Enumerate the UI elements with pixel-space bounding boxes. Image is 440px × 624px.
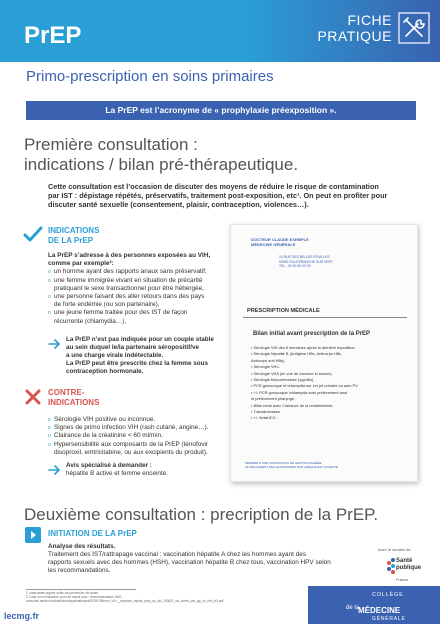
pratique-label: PRATIQUE [317, 28, 392, 44]
indications-callout [66, 336, 230, 376]
bilan-item: • Sérologie hépatite B (Antigène HBs, Anticorps HBc, [251, 351, 343, 357]
intro-line: Cette consultation est l’occasion de discuter des moyens de réduire le risque de contamination [48, 182, 379, 191]
indications-heading-line1: INDICATIONS [48, 226, 100, 235]
info-arrow-icon [48, 464, 62, 476]
indications-heading-line2: DE LA PrEP [48, 236, 94, 245]
initiation-line: les recommandations. [48, 567, 111, 574]
footnote: 2. Liste non exhaustive, pour en savoir plus : recommandation HAS : [26, 595, 123, 600]
page-title: PrEP [24, 22, 82, 49]
bilan-item: et prélèvement pharyngé. [251, 396, 296, 402]
list-item: o une jeune femme traitée pour des IST de façon [48, 309, 228, 317]
list-item: o un homme ayant des rapports anaux sans préservatif, [48, 268, 228, 276]
callout-line: La PrEP n’est pas indiquée pour un couple stable [66, 336, 214, 343]
list-item-continuation: disoproxil, emtricitabine, ou aux excipients du produit). [54, 448, 208, 456]
bilan-item: • Transaminases. [251, 409, 281, 415]
indications-list [48, 268, 228, 325]
callout-line: au sein duquel le/la partenaire séropositif/ve [66, 344, 199, 351]
bilan-item: • Sérologie VIH dès 6 semaines après la dernière exposition. [251, 345, 356, 350]
footnote-divider [26, 589, 136, 590]
sante-publique-name [396, 558, 421, 571]
list-item-continuation: de forte endémie (ou son partenaire), [54, 301, 160, 309]
list-item: o une personne faisant des aller retours dans des pays [48, 293, 228, 301]
college-label: COLLÈGE [372, 592, 404, 598]
bilan-item: Anticorps anti HBs). [251, 357, 286, 363]
footer-line: MEMBRE D’UNE ASSOCIATION DE GESTION AGRÉÉE [245, 461, 322, 465]
contre-indications-list [48, 416, 228, 457]
list-item-continuation: pratiquant le sexe transactionnel pour être hébergée, [54, 284, 204, 292]
bilan-item: • +/- ßetaHCG. [251, 415, 277, 421]
cross-icon [22, 386, 44, 408]
bilan-title: Bilan initial avant prescription de la PrEP [253, 331, 371, 337]
prescription-document [230, 224, 418, 482]
bilan-item: • PCR gonocoque et chlamydia sur 1er jet urinaire ou auto PV. [251, 383, 359, 389]
doctor-name [251, 237, 309, 247]
check-icon [22, 224, 44, 246]
list-item: o Sérologie VIH positive ou inconnue. [48, 416, 228, 424]
college-generale-label: GÉNÉRALE [372, 616, 406, 622]
list-item-continuation: récurrente (chlamydia…), [54, 317, 127, 325]
footnote: www.has-sante.fr/upload/docs/application/pdf/2019-06/reco_VIH__reponse_rapide_prep_sc_vih_190621_vd_suivie_pm_pg_vd_mrf_vf3.pdf [26, 599, 224, 604]
section2-title: Deuxième consultation : precription de la PrEP. [24, 505, 379, 524]
site-link[interactable]: lecmg.fr [4, 611, 40, 621]
prescription-footer [245, 461, 338, 469]
callout-line: La PrEP peut être prescrite chez la femme sous [66, 360, 208, 367]
intro-line: discuter santé sexuelle (consentement, plaisir, contraception, violences…). [48, 200, 309, 209]
contre-indications-heading [48, 388, 99, 408]
contre-callout [66, 462, 226, 478]
initiation-line: Traitement des IST/rattrapage vaccinal : vaccination hépatite A chez les hommes ayant des [48, 551, 307, 558]
indications-body [48, 252, 228, 326]
contre-heading-line2: INDICATIONS [48, 398, 100, 407]
support-label: Avec le soutien de [378, 547, 411, 552]
indications-lead: La PrEP s’adresse à des personnes exposées au VIH, [48, 252, 211, 259]
section1-intro [48, 182, 418, 209]
fiche-pratique-badge [290, 0, 440, 62]
address-line: TEL : 00 00 00 00 00 [279, 264, 311, 268]
bilan-item: • Sérologie VHA (en vue de vacciner si besoin). [251, 370, 333, 376]
divider [243, 317, 407, 318]
callout-line: a une charge virale indétectable. [66, 352, 164, 359]
callout-line: hépatite B active et femme enceinte. [66, 470, 168, 477]
play-icon [24, 526, 42, 544]
list-item: o Signes de primo infection VIH (rash cutané, angine…). [48, 424, 228, 432]
bilan-item: • +/- PCR gonocoque /chlamydia auto prélèvement anal [251, 389, 347, 395]
acronym-banner: La PrEP est l’acronyme de « prophylaxie préexposition ». [26, 101, 416, 120]
bilan-item: • Sérologie tréponématose (syphilis). [251, 377, 315, 383]
tools-icon [398, 12, 430, 44]
contre-heading-line1: CONTRE- [48, 388, 85, 397]
initiation-body [48, 543, 348, 575]
sante-france-label: France [396, 577, 409, 582]
footer-line: LE RÈGLEMENT DES HONORAIRES PAR CHÈQUE EST ACCEPTÉ [245, 465, 339, 469]
footnote: 1. www.aides.org/les-outils-de-prevention-vih-aides [26, 591, 99, 595]
list-item: o Clairance de la créatinine < 60 ml/min. [48, 432, 228, 440]
address-line: 10 RUE DES BELLES FEUILLES [279, 255, 330, 259]
callout-line: contraception hormonale. [66, 368, 144, 375]
analyse-line: Analyse des résultats. [48, 543, 116, 550]
college-medecine-label: MÉDECINE [358, 606, 401, 615]
header-bar [0, 0, 440, 62]
footnotes [26, 591, 326, 604]
sante-line: publique [396, 564, 421, 571]
page-subtitle: Primo-prescription en soins primaires [26, 68, 274, 85]
callout-line: Avis spécialisé à demander : [66, 462, 152, 469]
list-item: o Hypersensibilité aux composants de la PrEP (ténofovir [48, 441, 228, 449]
prescription-title: PRESCRIPTION MÉDICALE [247, 308, 320, 314]
address-line: 00000 VILLEFRANCHE SUR VERT [279, 259, 334, 264]
doctor-name-line: DOCTEUR CLAUDE EXEMPLE [251, 237, 309, 242]
info-arrow-icon [48, 338, 62, 350]
indications-lead: comme par exemple²: [48, 260, 114, 268]
sante-line: Santé [396, 558, 413, 564]
college-de-label: de la [346, 605, 360, 611]
bilan-item: • Bilan rénal avec Clairance de la créatininémie. [251, 402, 334, 408]
list-item: o une femme immigrée vivant en situation de précarité [48, 277, 228, 285]
initiation-line: rapports sexuels avec des hommes (HSH), vaccination hépatite B chez tous, vaccination HPV selon [48, 559, 331, 566]
doctor-specialty-line: MÉDECINE GÉNÉRALE [251, 242, 296, 247]
intro-line: par IST : dépistage répétés, préservatifs, traitement post-exposition, etc¹. On peut en profiter pour [48, 191, 388, 200]
initiation-heading: INITIATION DE LA PrEP [48, 529, 137, 538]
section1-title-line2: indications / bilan pré-thérapeutique. [24, 155, 299, 174]
bilan-list [251, 345, 411, 422]
contre-indications-body [48, 416, 228, 457]
indications-heading [48, 226, 99, 246]
section1-title-line1: Première consultation : [24, 135, 198, 154]
fiche-label: FICHE [347, 12, 392, 28]
bilan-item: • Sérologie VHC. [251, 364, 281, 370]
fiche-pratique-text [317, 12, 392, 44]
doctor-address [279, 255, 333, 269]
